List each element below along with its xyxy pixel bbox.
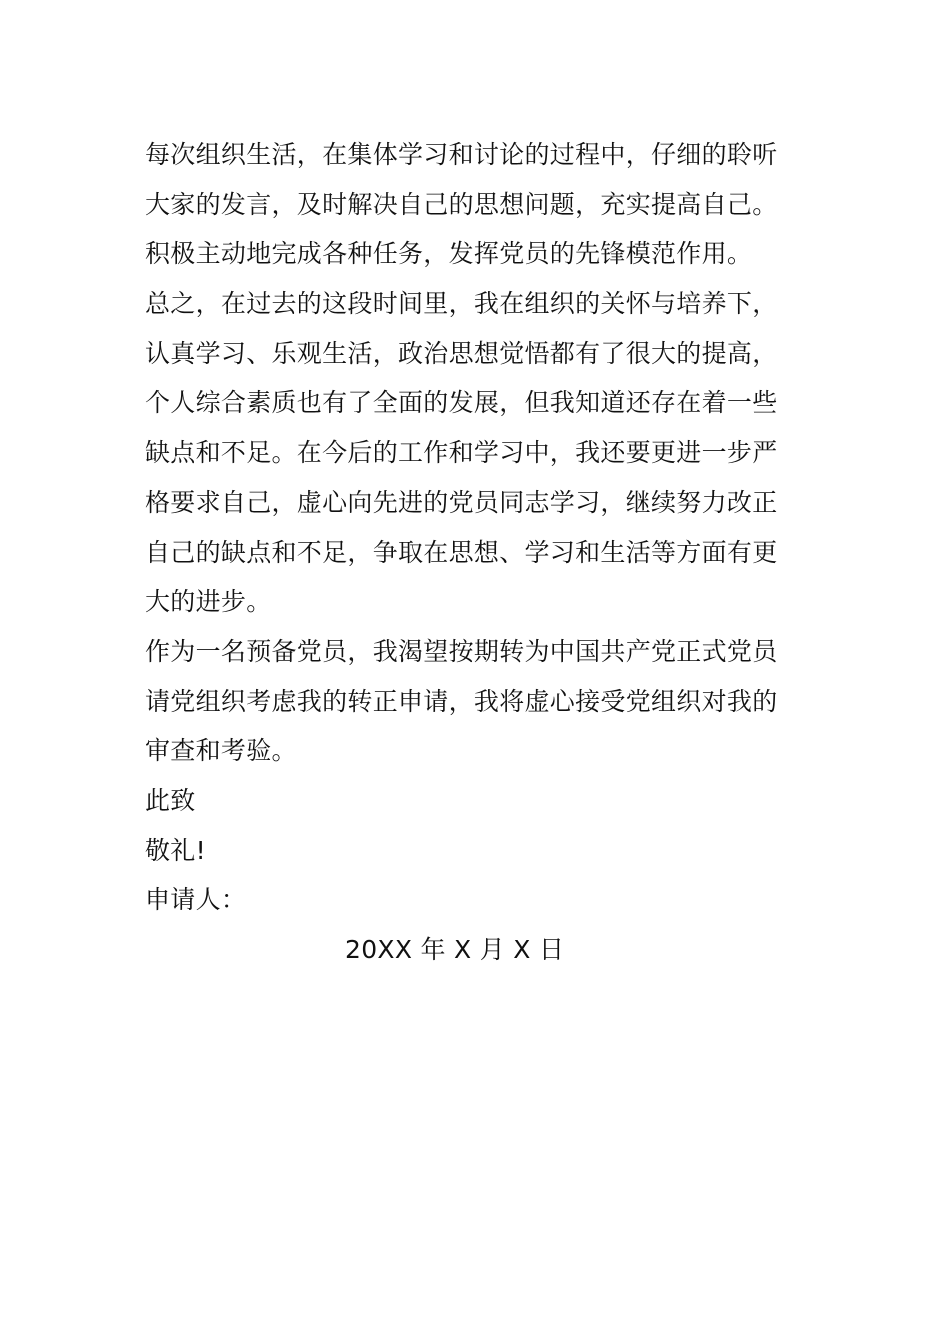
paragraph-line: 总之，在过去的这段时间里，我在组织的关怀与培养下， <box>145 289 778 319</box>
document-body <box>145 130 825 975</box>
closing-salutation: 此致 <box>145 785 196 815</box>
closing-regards: 敬礼! <box>145 835 206 865</box>
date-line: 20XX 年 X 月 X 日 <box>345 935 565 964</box>
paragraph-line: 每次组织生活，在集体学习和讨论的过程中，仔细的聆听 <box>145 140 778 169</box>
paragraph-line: 审查和考验。 <box>145 736 297 766</box>
paragraph-line: 大家的发言，及时解决自己的思想问题，充实提高自己。 <box>145 189 778 219</box>
paragraph-line: 格要求自己，虚心向先进的党员同志学习，继续努力改正 <box>145 487 778 517</box>
paragraph-line: 请党组织考虑我的转正申请，我将虚心接受党组织对我的 <box>145 686 778 716</box>
paragraph-line: 大的进步。 <box>145 587 272 617</box>
paragraph-line: 积极主动地完成各种任务，发挥党员的先锋模范作用。 <box>145 239 753 269</box>
applicant-label: 申请人： <box>145 885 247 915</box>
paragraph-line: 缺点和不足。在今后的工作和学习中，我还要更进一步严 <box>145 438 778 468</box>
paragraph-line: 个人综合素质也有了全面的发展，但我知道还存在着一些 <box>145 388 778 418</box>
paragraph-line: 作为一名预备党员，我渴望按期转为中国共产党正式党员 <box>145 636 778 666</box>
paragraph-line: 认真学习、乐观生活，政治思想觉悟都有了很大的提高， <box>145 338 778 368</box>
paragraph-line: 自己的缺点和不足，争取在思想、学习和生活等方面有更 <box>145 537 778 567</box>
